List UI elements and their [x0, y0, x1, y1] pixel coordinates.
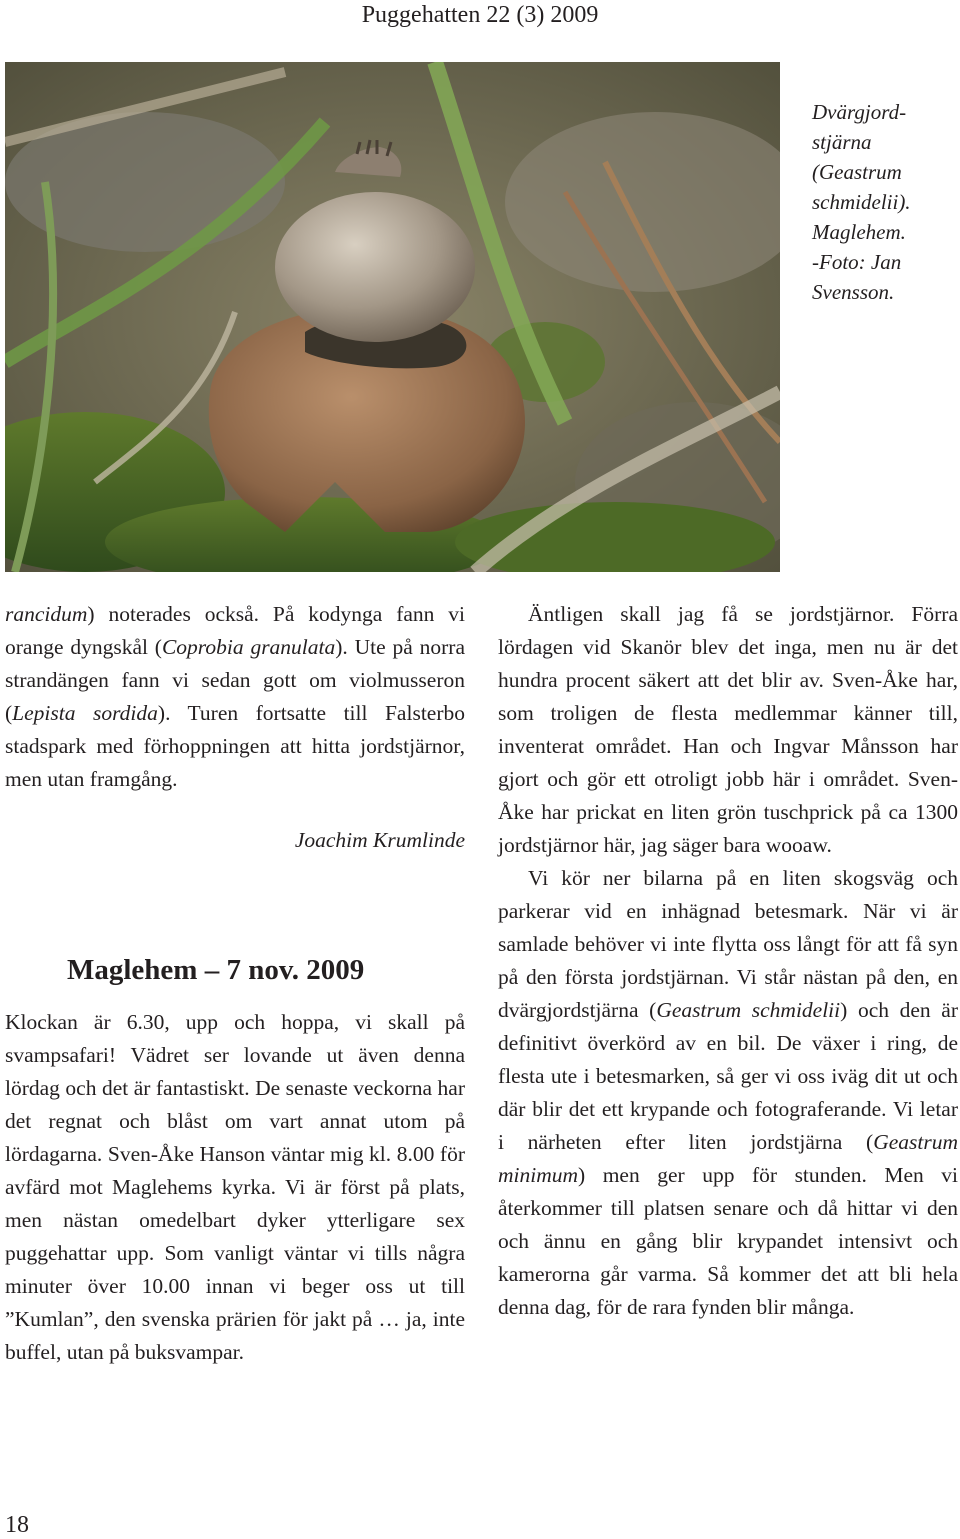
section-heading: Maglehem – 7 nov. 2009: [67, 954, 365, 986]
page-number: 18: [5, 1512, 29, 1538]
earthstar-mushroom-photo: [5, 62, 780, 572]
caption-line: (Geastrum: [812, 160, 902, 184]
species-name: Lepista sordida: [12, 701, 158, 725]
species-name: Geastrum schmidelii: [656, 998, 841, 1022]
photo-caption: [812, 97, 952, 307]
body-paragraph: Klockan är 6.30, upp och hoppa, vi skall på svampsafari! Vädret ser lovande ut även denna lördag och det är fantastiskt. De senaste veckorna har det regnat och blåst om vart annat utom på lördagarna. Sven-Åke Hanson väntar mig kl. 8.00 för avfärd mot Maglehems kyrka. Vi är först på plats, men nästan omedelbart dyker ytterligare sex puggehattar upp. Som vanligt väntar vi tills några minuter över 10.00 innan vi beger oss ut till ”Kumlan”, den svenska prärien för jakt på … ja, inte buffel, utan på buksvampar.: [5, 1010, 465, 1364]
caption-line: stjärna: [812, 130, 872, 154]
species-name: rancidum: [5, 602, 88, 626]
intro-paragraph: [5, 598, 465, 796]
caption-line: Maglehem.: [812, 220, 906, 244]
caption-line: schmidelii).: [812, 190, 911, 214]
caption-line: -Foto: Jan: [812, 250, 902, 274]
left-column: [5, 598, 465, 1369]
byline: Joachim Krumlinde: [294, 828, 465, 852]
species-name: Coprobia granulata: [161, 635, 336, 659]
text-span: ). Turen fortsatte till Falsterbo stadspark med förhoppningen att hitta jordstjärnor, men utan framgång.: [5, 701, 465, 791]
page-header: [0, 0, 960, 30]
body-paragraph: [498, 862, 958, 1324]
caption-line: Dvärgjord-: [812, 100, 907, 124]
header-title: Puggehatten 22 (3) 2009: [361, 2, 599, 28]
species-name: Geastrum minimum: [498, 1130, 958, 1187]
text-span: ) men ger upp för stunden. Men vi återkommer till platsen senare och då hittar vi den och ännu en gång blir krypandet intensivt och kamerorna går varma. Så kommer det att bli hela denna dag, för de rara fynden blir många.: [498, 1163, 958, 1319]
right-column: [498, 598, 958, 1324]
text-span: Vi kör ner bilarna på en liten skogsväg och parkerar vid en inhägnad betesmark. När vi är samlade behöver vi inte flytta oss långt för att få syn på den första jordstjärnan. Vi står nästan på den, en dvärgjordstjärna (: [498, 866, 958, 1022]
text-span: ) och den är definitivt överkörd av en bil. De växer i ring, de flesta ute i betesmarken, så ger vi oss iväg dit ut och där blir det ett krypande och fotograferande. Vi letar i närheten efter liten jordstjärna (: [498, 998, 959, 1154]
text-span: ) noterades också. På kodynga fann vi orange dyngskål (: [5, 602, 465, 659]
text-span: ). Ute på norra strandängen fann vi sedan gott om violmusseron (: [5, 635, 466, 725]
body-paragraph: Äntligen skall jag få se jordstjärnor. Förra lördagen vid Skanör blev det inga, men nu är det hundra procent säkert att det blir av. Sven-Åke har, som troligen de flesta medlemmar känner till, inventerat området. Han och Ingvar Månsson har gjort och gör ett otroligt jobb här i området. Sven-Åke har prickat en liten grön tuschprick på ca 1300 jordstjärnor här, jag säger bara wooaw.: [498, 602, 958, 857]
caption-line: Svensson.: [812, 280, 895, 304]
